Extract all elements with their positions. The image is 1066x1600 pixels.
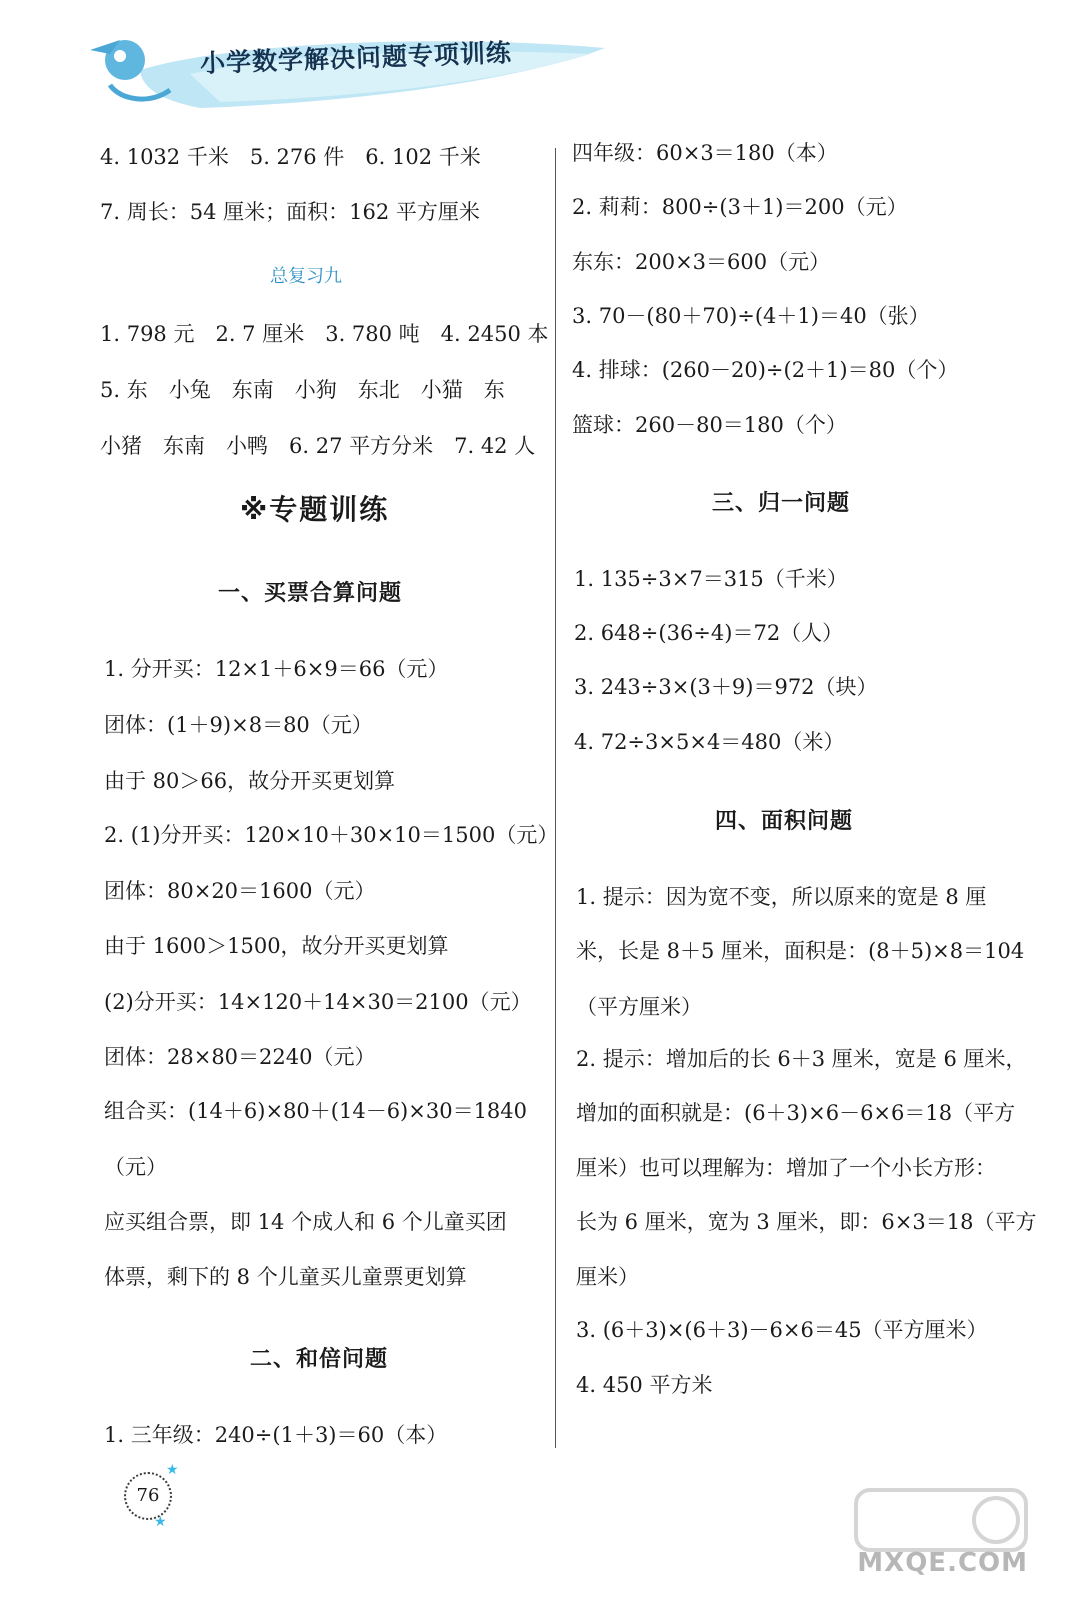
answer-line: 米，长是 8＋5 厘米，面积是：(8＋5)×8＝104 — [576, 939, 1025, 963]
section-subheading: 总复习九 — [270, 266, 342, 287]
answer-line: 4. 450 平方米 — [576, 1373, 713, 1397]
answer-line: 由于 1600＞1500，故分开买更划算 — [104, 934, 449, 958]
answer-line: 1. 798 元 2. 7 厘米 3. 780 吨 4. 2450 本 — [100, 322, 549, 346]
answer-line: 4. 1032 千米 5. 276 件 6. 102 千米 — [100, 145, 481, 169]
answer-line: 篮球：260－80＝180（个） — [572, 413, 847, 437]
answer-line: 5. 东 小兔 东南 小狗 东北 小猫 东 — [100, 378, 505, 402]
answer-line: 团体：80×20＝1600（元） — [104, 879, 376, 903]
section-heading: 二、和倍问题 — [250, 1347, 389, 1372]
column-divider — [555, 148, 556, 1448]
answer-line: (2)分开买：14×120＋14×30＝2100（元） — [104, 990, 532, 1014]
answer-line: 增加的面积就是：(6＋3)×6－6×6＝18（平方 — [576, 1101, 1016, 1125]
answer-line: 应买组合票，即 14 个成人和 6 个儿童买团 — [104, 1210, 507, 1234]
answer-line: 组合买：(14＋6)×80＋(14－6)×30＝1840 — [104, 1099, 528, 1123]
page-number-badge — [118, 1462, 179, 1530]
answer-line: 1. 135÷3×7＝315（千米） — [574, 567, 848, 591]
section-heading: 四、面积问题 — [715, 809, 854, 834]
star-icon: ★ — [166, 1462, 179, 1478]
answer-line: 3. 70－(80＋70)÷(4＋1)＝40（张） — [572, 304, 930, 328]
answer-line: 长为 6 厘米，宽为 3 厘米，即：6×3＝18（平方 — [576, 1210, 1037, 1234]
star-icon: ★ — [154, 1514, 167, 1530]
answer-line: 4. 72÷3×5×4＝480（米） — [574, 730, 845, 754]
answer-line: 2. 提示：增加后的长 6＋3 厘米，宽是 6 厘米， — [576, 1047, 1027, 1071]
answer-line: 7. 周长：54 厘米；面积：162 平方厘米 — [100, 200, 480, 224]
answer-line: 1. 提示：因为宽不变，所以原来的宽是 8 厘 — [576, 885, 987, 909]
answer-line: 3. (6＋3)×(6＋3)－6×6＝45（平方厘米） — [576, 1318, 988, 1342]
answer-line: 东东：200×3＝600（元） — [572, 250, 831, 274]
special-training-heading: ※专题训练 — [240, 493, 390, 526]
answer-line: 团体：(1＋9)×8＝80（元） — [104, 713, 373, 737]
answer-line: 1. 三年级：240÷(1＋3)＝60（本） — [104, 1423, 448, 1447]
answer-line: 3. 243÷3×(3＋9)＝972（块） — [574, 675, 878, 699]
section-heading: 一、买票合算问题 — [218, 581, 403, 606]
answer-line: 体票，剩下的 8 个儿童买儿童票更划算 — [104, 1265, 467, 1289]
answer-line: （平方厘米） — [576, 995, 702, 1019]
answer-line: 小猪 东南 小鸭 6. 27 平方分米 7. 42 人 — [100, 434, 536, 458]
page-number: 76 — [124, 1472, 172, 1520]
answer-line: 由于 80＞66，故分开买更划算 — [104, 769, 396, 793]
header-title: 小学数学解决问题专项训练 — [199, 38, 513, 78]
section-heading: 三、归一问题 — [712, 491, 851, 516]
answer-line: 团体：28×80＝2240（元） — [104, 1045, 376, 1069]
answer-line: 厘米）也可以理解为：增加了一个小长方形： — [576, 1156, 996, 1180]
answer-line: 2. 648÷(36÷4)＝72（人） — [574, 621, 844, 645]
answer-line: 2. 莉莉：800÷(3＋1)＝200（元） — [572, 195, 908, 219]
answer-line: 4. 排球：(260－20)÷(2＋1)＝80（个） — [572, 358, 959, 382]
watermark-text: MXQE.COM — [857, 1548, 1028, 1578]
answer-line: 四年级：60×3＝180（本） — [572, 141, 838, 165]
answer-line: 2. (1)分开买：120×10＋30×10＝1500（元） — [104, 823, 559, 847]
answer-line: 厘米） — [576, 1265, 639, 1289]
answer-line: （元） — [104, 1155, 167, 1179]
answer-line: 1. 分开买：12×1＋6×9＝66（元） — [104, 657, 449, 681]
